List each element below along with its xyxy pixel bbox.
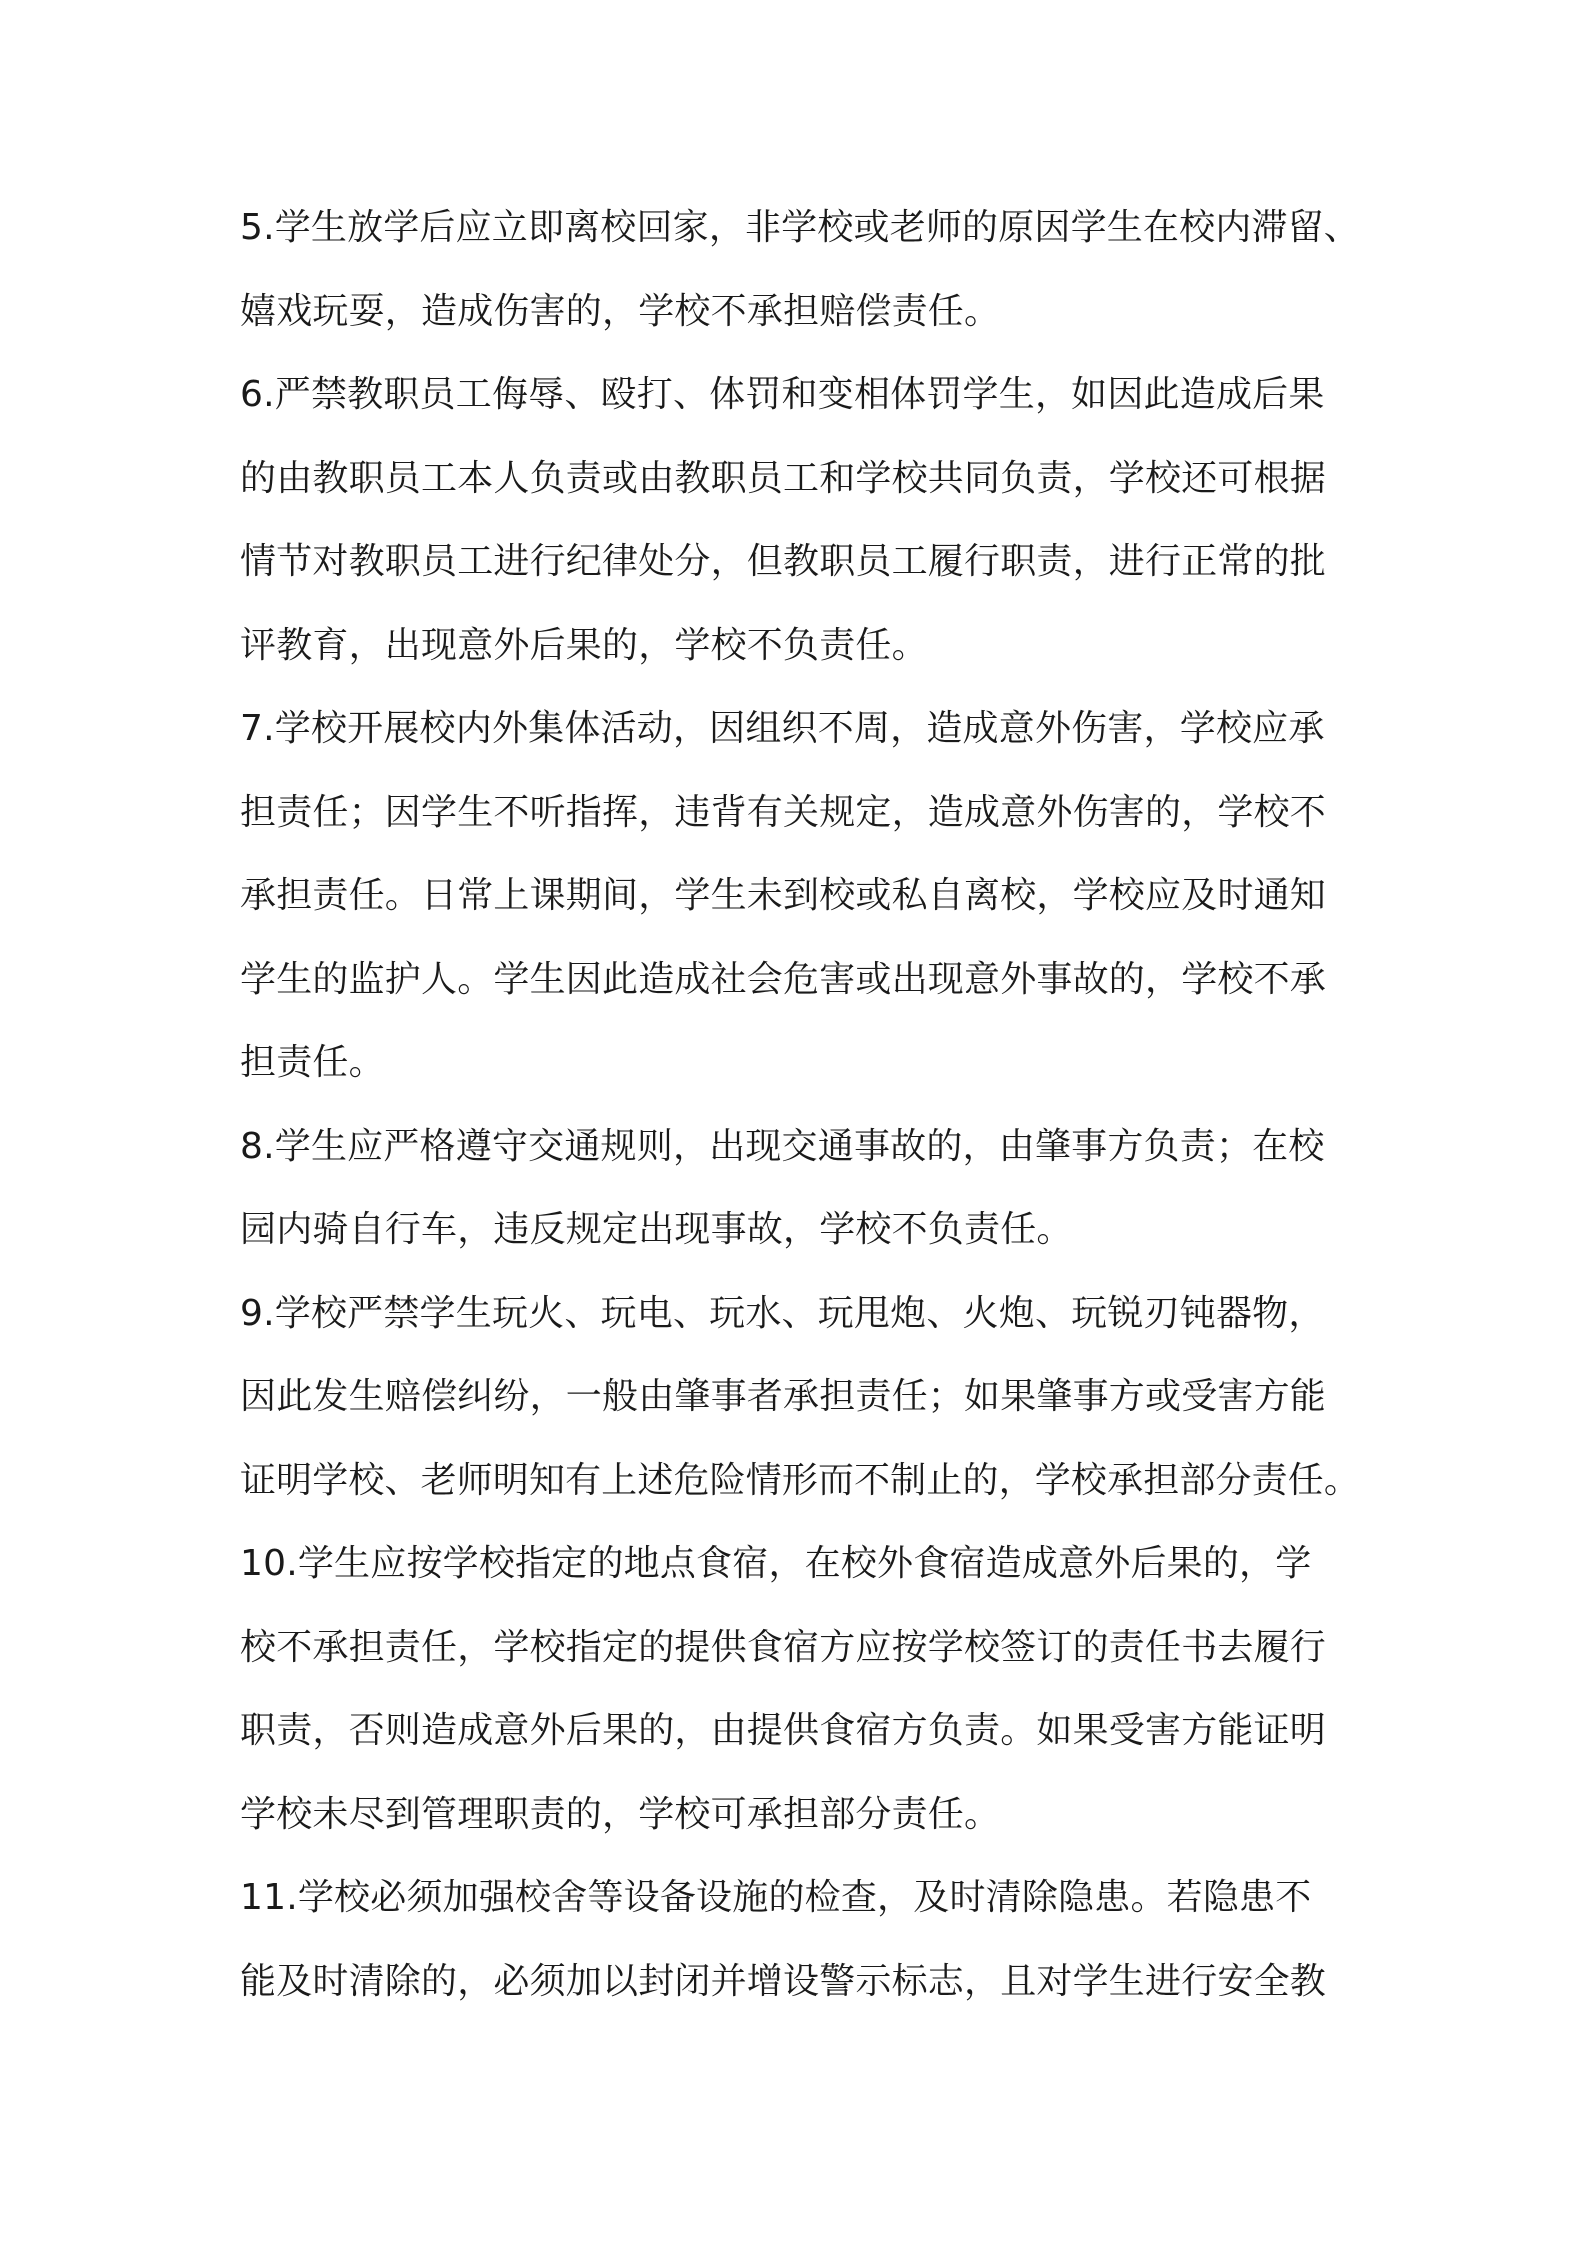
text-line: 承担责任。日常上课期间，学生未到校或私自离校，学校应及时通知: [240, 875, 1327, 916]
text-line: 园内骑自行车，违反规定出现事故，学校不负责任。: [240, 1209, 1073, 1250]
text-line: 8.学生应严格遵守交通规则，出现交通事故的，由肇事方负责；在校: [240, 1125, 1325, 1167]
text-line: 担责任；因学生不听指挥，违背有关规定，造成意外伤害的，学校不: [240, 791, 1327, 833]
text-line: 能及时清除的，必须加以封闭并增设警示标志，且对学生进行安全教: [240, 1960, 1327, 2002]
text-line: 学生的监护人。学生因此造成社会危害或出现意外事故的，学校不承: [240, 958, 1327, 1000]
text-line: 学校未尽到管理职责的，学校可承担部分责任。: [240, 1793, 1001, 1835]
text-line: 7.学校开展校内外集体活动，因组织不周，造成意外伤害，学校应承: [240, 708, 1325, 749]
text-line: 评教育，出现意外后果的，学校不负责任。: [240, 624, 928, 666]
text-line: 的由教职员工本人负责或由教职员工和学校共同负责，学校还可根据: [240, 457, 1327, 499]
text-line: 担责任。: [240, 1042, 385, 1083]
text-line: 情节对教职员工进行纪律处分，但教职员工履行职责，进行正常的批: [240, 541, 1327, 582]
text-line: 5.学生放学后应立即离校回家，非学校或老师的原因学生在校内滞留、: [240, 207, 1360, 248]
text-line: 校不承担责任，学校指定的提供食宿方应按学校签订的责任书去履行: [240, 1626, 1327, 1668]
document-body: [240, 186, 1360, 2023]
text-line: 10.学生应按学校指定的地点食宿，在校外食宿造成意外后果的，学: [240, 1543, 1312, 1584]
text-line: 职责，否则造成意外后果的，由提供食宿方负责。如果受害方能证明: [240, 1710, 1327, 1751]
text-line: 6.严禁教职员工侮辱、殴打、体罚和变相体罚学生，如因此造成后果: [240, 374, 1325, 415]
text-line: 9.学校严禁学生玩火、玩电、玩水、玩甩炮、火炮、玩锐刃钝器物，: [240, 1292, 1325, 1334]
text-line: 11.学校必须加强校舍等设备设施的检查，及时清除隐患。若隐患不: [240, 1877, 1312, 1918]
text-line: 证明学校、老师明知有上述危险情形而不制止的，学校承担部分责任。: [240, 1459, 1360, 1501]
text-line: 因此发生赔偿纠纷，一般由肇事者承担责任；如果肇事方或受害方能: [240, 1376, 1327, 1417]
text-line: 嬉戏玩耍，造成伤害的，学校不承担赔偿责任。: [240, 290, 1001, 332]
